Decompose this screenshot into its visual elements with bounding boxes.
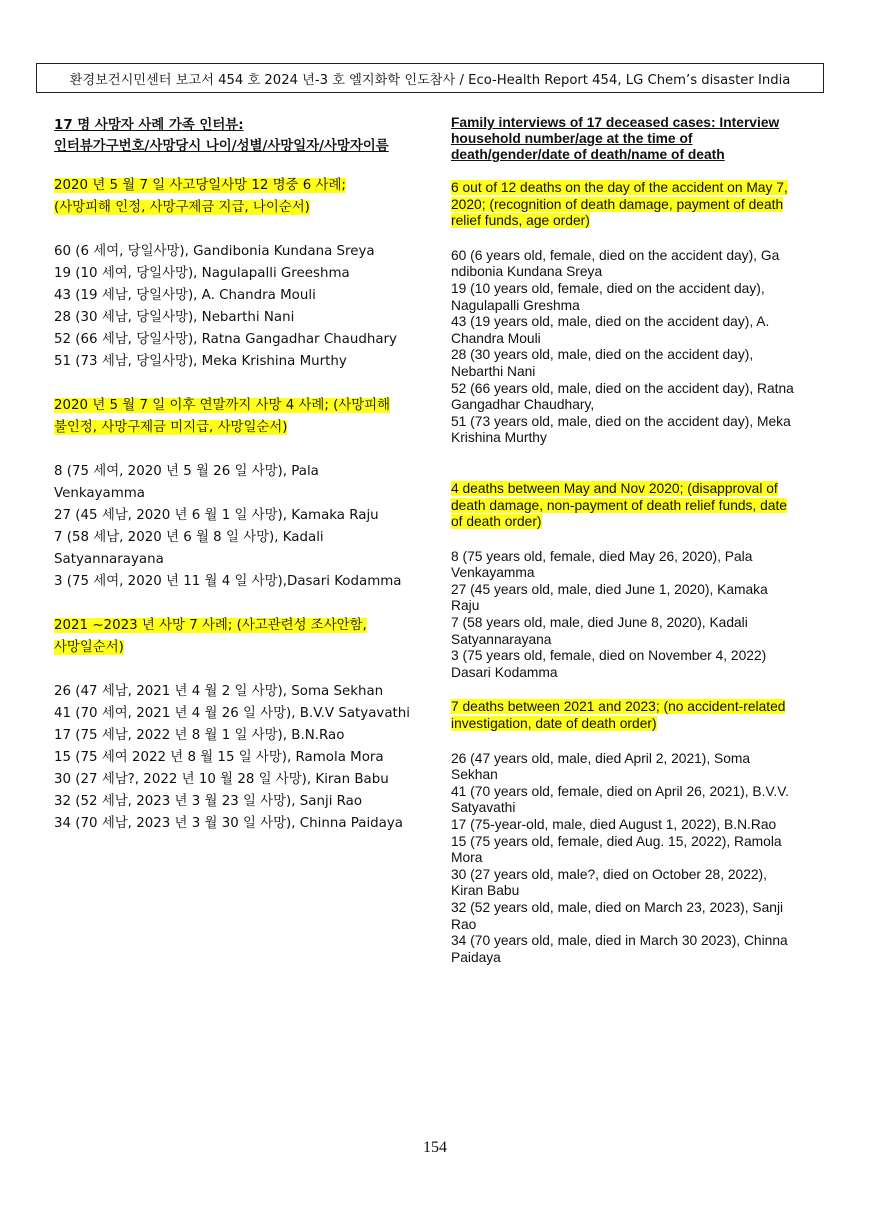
list-item: 19 (10 세여, 당일사망), Nagulapalli Greeshma	[54, 266, 350, 281]
highlighted-text: relief funds, age order)	[451, 213, 590, 229]
list-item: 15 (75 years old, female, died Aug. 15, 2022), Ramola	[451, 833, 782, 849]
list-item: 60 (6 세여, 당일사망), Gandibonia Kundana Sreya	[54, 244, 375, 259]
highlighted-text: 2021 ~2023 년 사망 7 사례; (사고관련성 조사안함,	[54, 618, 367, 633]
list-item: Paidaya	[451, 949, 501, 965]
list-item: Satyannarayana	[54, 552, 164, 567]
highlighted-text: 7 deaths between 2021 and 2023; (no accident-related	[451, 699, 786, 715]
list-item: 43 (19 years old, male, died on the accident day), A.	[451, 314, 770, 330]
list-item: 30 (27 세남?, 2022 년 10 월 28 일 사망), Kiran Babu	[54, 772, 389, 787]
report-header-text: 환경보건시민센터 보고서 454 호 2024 년-3 호 엘지화학 인도참사 / Eco-Health Report 454, LG Chem’s disaster India	[69, 72, 791, 88]
korean-section3-list	[54, 681, 426, 835]
list-item: Satyannarayana	[451, 631, 552, 647]
list-item: Sekhan	[451, 767, 498, 783]
highlighted-text: 불인정, 사망구제금 미지급, 사망일순서)	[54, 420, 288, 435]
english-column	[451, 115, 823, 966]
list-item: 51 (73 세남, 당일사망), Meka Krishina Murthy	[54, 354, 347, 369]
list-item: 34 (70 years old, male, died in March 30 2023), Chinna	[451, 933, 788, 949]
korean-section1-heading	[54, 175, 426, 219]
english-title-line: household number/age at the time of	[451, 131, 693, 146]
korean-section2-heading	[54, 395, 426, 439]
list-item: Kiran Babu	[451, 883, 520, 899]
list-item: Rao	[451, 916, 477, 932]
list-item: ndibonia Kundana Sreya	[451, 264, 603, 280]
list-item: 30 (27 years old, male?, died on October 28, 2022),	[451, 866, 767, 882]
list-item: 3 (75 years old, female, died on November 4, 2022)	[451, 648, 767, 664]
english-title-line: Family interviews of 17 deceased cases: Interview	[451, 115, 780, 130]
list-item: 60 (6 years old, female, died on the accident day), Ga	[451, 247, 780, 263]
highlighted-text: 사망일순서)	[54, 640, 124, 655]
highlighted-text: (사망피해 인정, 사망구제금 지급, 나이순서)	[54, 200, 310, 215]
list-item: 26 (47 세남, 2021 년 4 월 2 일 사망), Soma Sekhan	[54, 684, 384, 699]
english-section2-heading	[451, 481, 823, 531]
highlighted-text: death damage, non-payment of death relief funds, date	[451, 497, 787, 513]
list-item: 34 (70 세남, 2023 년 3 월 30 일 사망), Chinna Paidaya	[54, 816, 404, 831]
list-item: 41 (70 세여, 2021 년 4 월 26 일 사망), B.V.V Satyavathi	[54, 706, 411, 721]
english-section2-list	[451, 549, 823, 682]
list-item: 32 (52 세남, 2023 년 3 월 23 일 사망), Sanji Rao	[54, 794, 363, 809]
list-item: 27 (45 세남, 2020 년 6 월 1 일 사망), Kamaka Raju	[54, 508, 379, 523]
list-item: Satyavathi	[451, 800, 516, 816]
list-item: Dasari Kodamma	[451, 664, 558, 680]
korean-column	[54, 115, 426, 835]
english-section3-list	[451, 751, 823, 967]
english-section1-heading	[451, 180, 823, 230]
list-item: 26 (47 years old, male, died April 2, 2021), Soma	[451, 750, 751, 766]
list-item: 28 (30 years old, male, died on the accident day),	[451, 347, 754, 363]
list-item: 8 (75 세여, 2020 년 5 월 26 일 사망), Pala	[54, 464, 319, 479]
highlighted-text: 2020 년 5 월 7 일 사고당일사망 12 명중 6 사례;	[54, 178, 346, 193]
list-item: 7 (58 세남, 2020 년 6 월 8 일 사망), Kadali	[54, 530, 324, 545]
list-item: 3 (75 세여, 2020 년 11 월 4 일 사망),Dasari Kodamma	[54, 574, 402, 589]
highlighted-text: 6 out of 12 deaths on the day of the accident on May 7,	[451, 180, 788, 195]
list-item: Nebarthi Nani	[451, 363, 536, 379]
list-item: 19 (10 years old, female, died on the accident day),	[451, 280, 765, 296]
list-item: 7 (58 years old, male, died June 8, 2020), Kadali	[451, 615, 748, 631]
korean-section1-list	[54, 241, 426, 373]
list-item: 41 (70 years old, female, died on April 26, 2021), B.V.V.	[451, 783, 789, 799]
list-item: Venkayamma	[451, 565, 535, 581]
list-item: 28 (30 세남, 당일사망), Nebarthi Nani	[54, 310, 295, 325]
list-item: 17 (75 세남, 2022 년 8 월 1 일 사망), B.N.Rao	[54, 728, 345, 743]
english-section3-heading	[451, 699, 823, 732]
korean-title-line: 인터뷰가구번호/사망당시 나이/성별/사망일자/사망자이름	[54, 139, 389, 154]
list-item: 32 (52 years old, male, died on March 23, 2023), Sanji	[451, 899, 784, 915]
english-title-line: death/gender/date of death/name of death	[451, 147, 725, 162]
list-item: 52 (66 years old, male, died on the accident day), Ratna	[451, 380, 794, 396]
korean-title	[54, 115, 426, 157]
list-item: Venkayamma	[54, 486, 145, 501]
english-section1-list	[451, 248, 823, 447]
korean-section2-list	[54, 461, 426, 593]
list-item: 52 (66 세남, 당일사망), Ratna Gangadhar Chaudhary	[54, 332, 397, 347]
korean-section3-heading	[54, 615, 426, 659]
page-number: 154	[423, 1139, 447, 1156]
english-title	[451, 115, 823, 163]
list-item: 17 (75-year-old, male, died August 1, 2022), B.N.Rao	[451, 817, 777, 832]
list-item: Krishina Murthy	[451, 430, 547, 446]
list-item: 8 (75 years old, female, died May 26, 2020), Pala	[451, 548, 753, 564]
highlighted-text: 4 deaths between May and Nov 2020; (disapproval of	[451, 480, 778, 496]
highlighted-text: investigation, date of death order)	[451, 716, 657, 732]
highlighted-text: 2020 년 5 월 7 일 이후 연말까지 사망 4 사례; (사망피해	[54, 398, 391, 413]
list-item: 27 (45 years old, male, died June 1, 2020), Kamaka	[451, 581, 768, 597]
list-item: Mora	[451, 850, 483, 866]
korean-title-line: 17 명 사망자 사례 가족 인터뷰:	[54, 118, 244, 133]
list-item: 43 (19 세남, 당일사망), A. Chandra Mouli	[54, 288, 316, 303]
list-item: Chandra Mouli	[451, 330, 541, 346]
list-item: 15 (75 세여 2022 년 8 월 15 일 사망), Ramola Mora	[54, 750, 384, 765]
list-item: Raju	[451, 598, 480, 614]
list-item: 51 (73 years old, male, died on the accident day), Meka	[451, 413, 791, 429]
highlighted-text: of death order)	[451, 514, 542, 530]
list-item: Nagulapalli Greshma	[451, 297, 580, 313]
list-item: Gangadhar Chaudhary,	[451, 397, 595, 413]
highlighted-text: 2020; (recognition of death damage, payment of death	[451, 196, 784, 212]
report-header	[36, 63, 824, 93]
